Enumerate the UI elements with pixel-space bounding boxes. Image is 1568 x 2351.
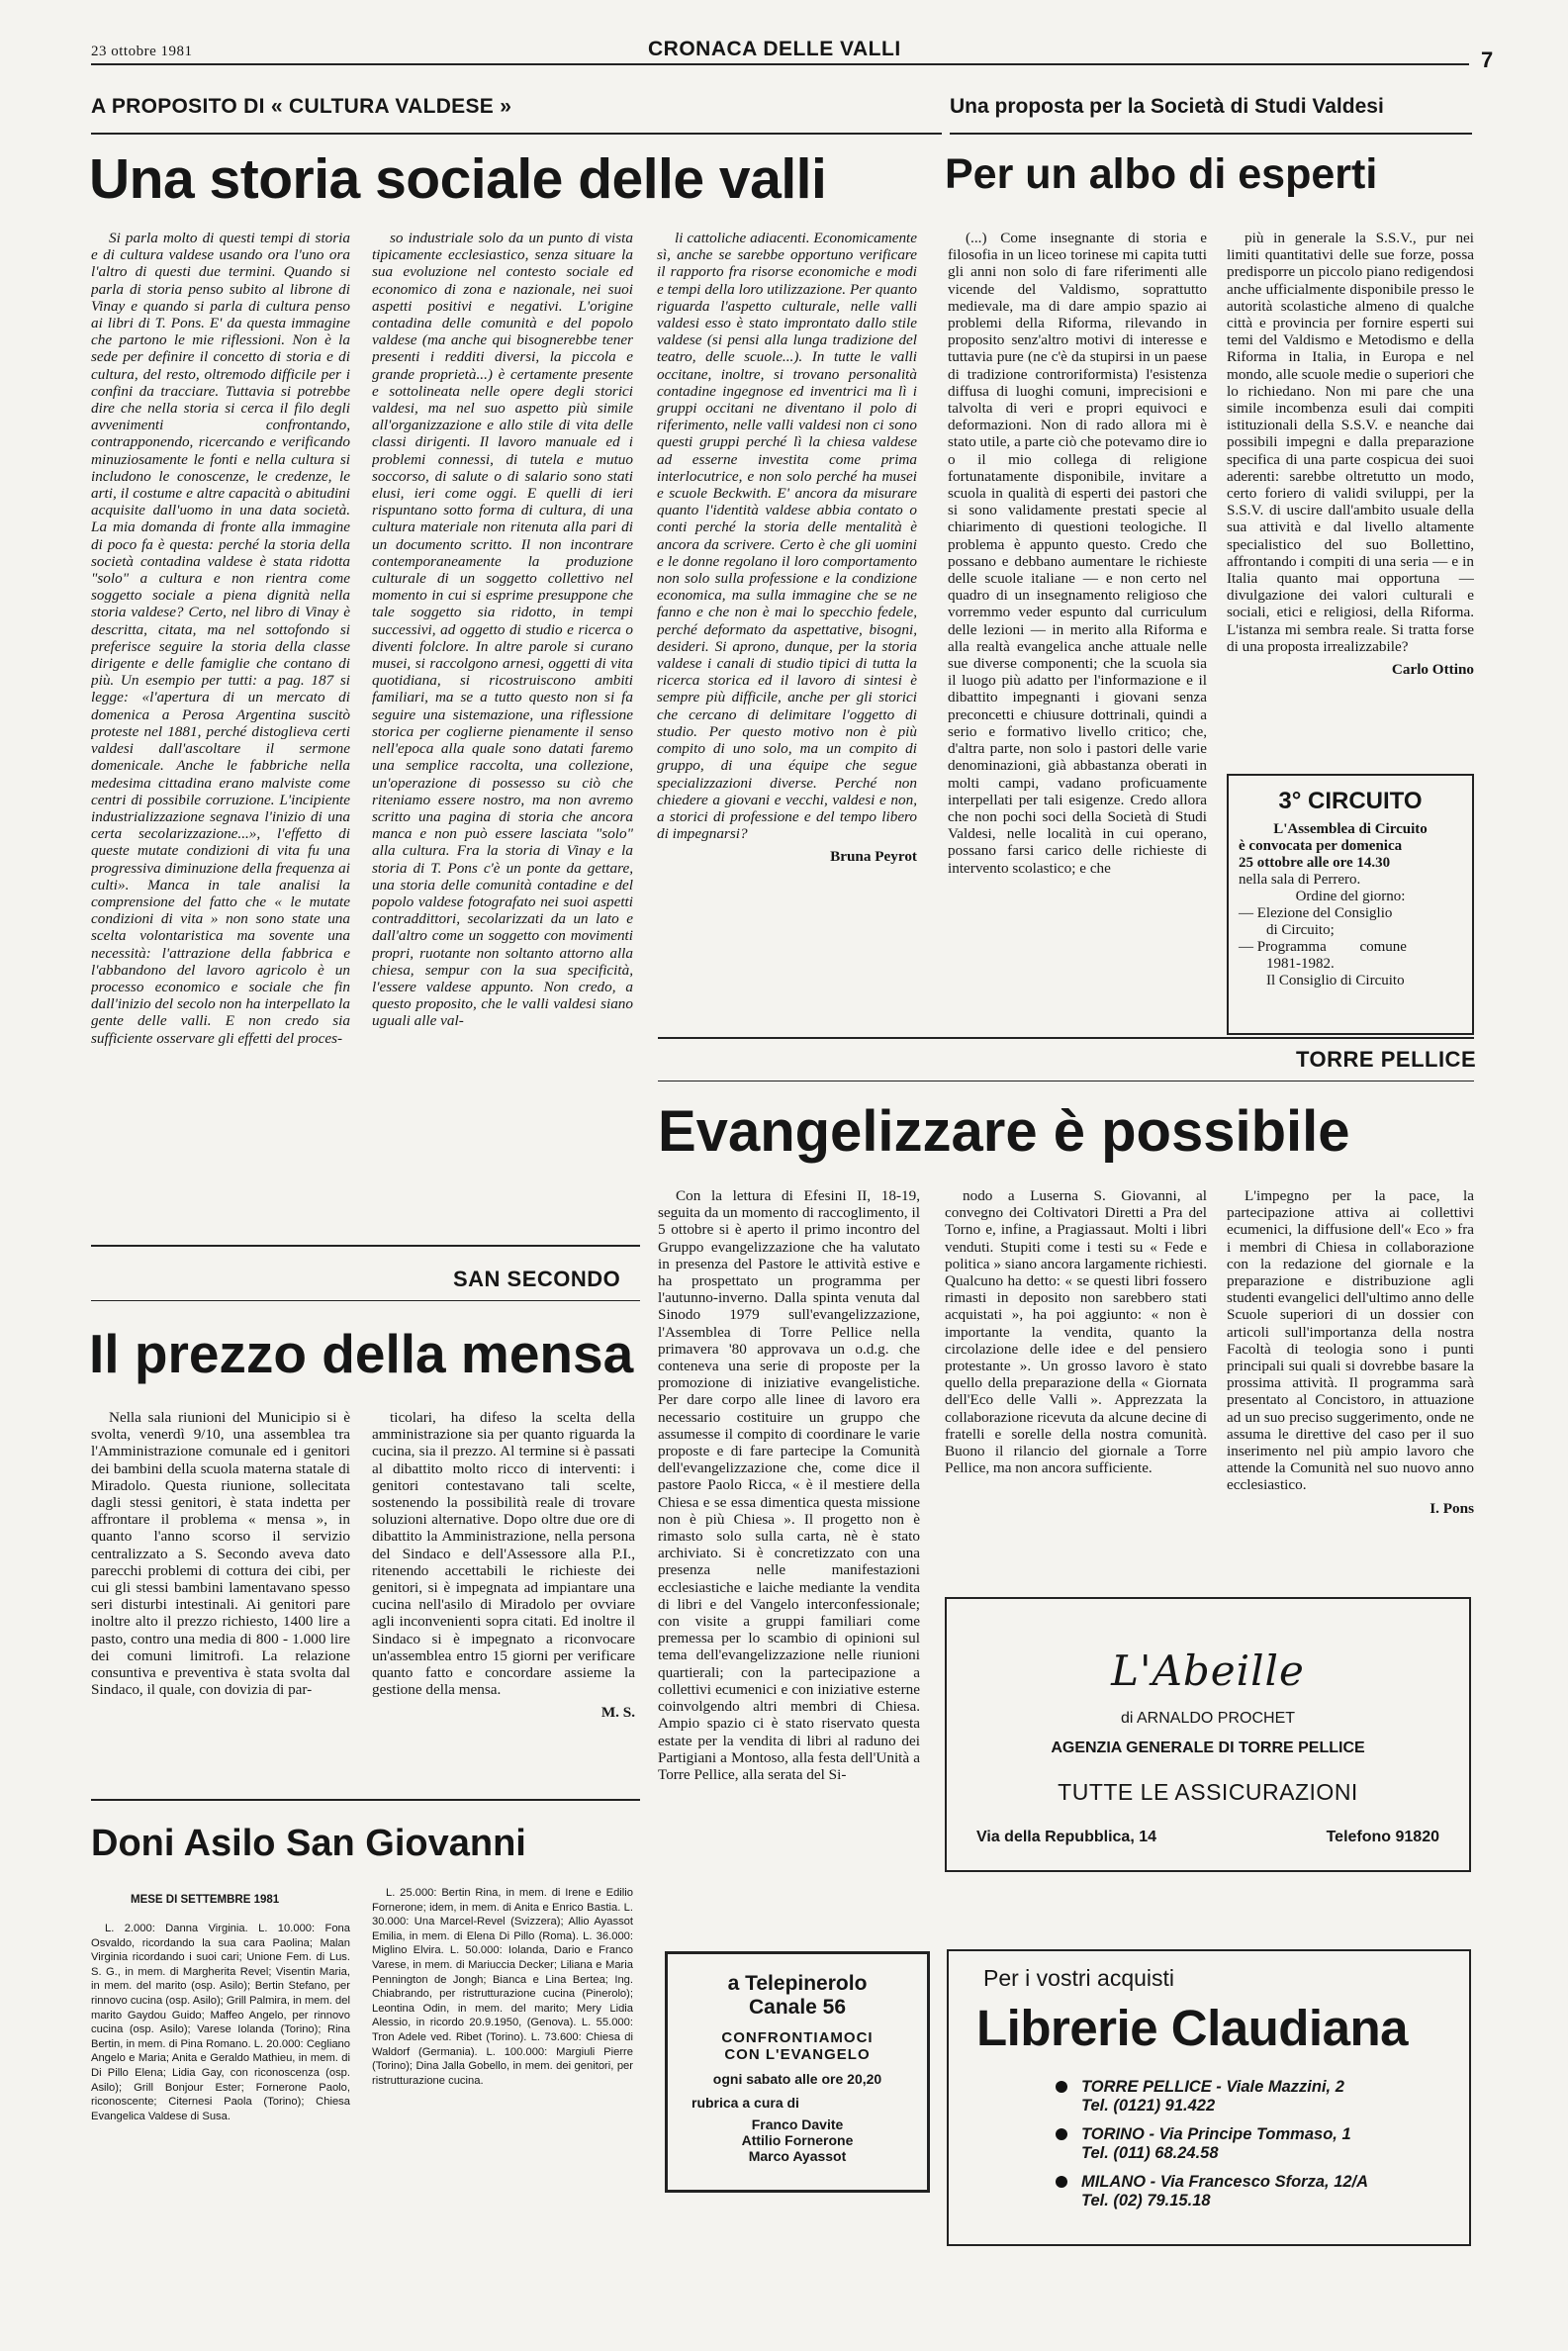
- albo-signature: Carlo Ottino: [1391, 661, 1474, 679]
- claudiana-name: Librerie Claudiana: [976, 2000, 1408, 2056]
- evang-signature: I. Pons: [1430, 1499, 1474, 1517]
- claudiana-bookshop-ad: [947, 1949, 1471, 2246]
- san-secondo-rule: [91, 1300, 640, 1301]
- storia-column-1: [91, 230, 350, 1081]
- kicker-societa-studi-valdesi: Una proposta per la Società di Studi Valdesi: [950, 95, 1384, 118]
- circuito-body: [1239, 821, 1462, 989]
- albo-col2-text: più in generale la S.S.V., pur nei limiti quantitativi delle sue forze, possa predisporre un piccolo piano redigendosi anche ufficialmente disponibile presso le autorità scolastiche almeno di qualche città e provincia per fornire esperti sui temi del Valdismo e Metodismo e della Riforma in Italia, in Europa e nel mondo, alle scuole medie o superiori che lo richiedano. Non mi pare che una simile incombenza esuli dai compiti istituzionali della S.S.V. e neanche dai possibili impegni e dalla preparazione specifica di una parte cospicua dei suoi aderenti: sarebbe oltretutto un modo, certo foriero di validi sviluppi, per la S.S.V. di uscire dall'ambito usuale della sua attività e dal livello altamente specialistico del suo Bollettino, affrontando i compiti di una seria — e in Italia quanto mai opportuna — divulgazione dei valori culturali e sociali, etici e religiosi, della Riforma. L'istanza mi sembra reale. Si tratta forse di una proposta irrealizzabile?: [1227, 230, 1474, 655]
- claudiana-store-2-address: TORINO - Via Principe Tommaso, 1: [1081, 2125, 1351, 2143]
- claudiana-store-2: [1056, 2125, 1368, 2163]
- claudiana-store-2-tel: Tel. (011) 68.24.58: [1081, 2144, 1219, 2162]
- bullet-icon: [1056, 2176, 1067, 2188]
- albo-column-2: [1227, 230, 1474, 764]
- claudiana-store-1: [1056, 2078, 1368, 2116]
- circuito-line-10: Il Consiglio di Circuito: [1266, 973, 1405, 988]
- telepinerolo-line-4: CON L'EVANGELO: [724, 2046, 871, 2063]
- doni-col2-text: L. 25.000: Bertin Rina, in mem. di Irene e Edilio Fornerone; idem, in mem. di Anita e Enrico Bastia. L. 30.000: Una Marcel-Revel (Svizzera); Allio Ayassot Emilia, in mem. di Elena Di Pillo (Roma). L. 36.000: Miglino Elvira. L. 50.000: Iolanda, Dario e Franco Varese, in mem. di Mariuccia Decker; Liliana e Maria Pennington de Jongh; Bianca e Lina Bertea; Ing. Chiabrando, per ristrutturazione cucina (Pinerolo); Leontina Odin, in mem. del marito; Mery Lidia Alessio, in ricordo 20.9.1950, (Genova). L. 55.000: Tron Adele ved. Ribet (Torino). L. 73.600: Chiesa di Waldorf (Germania). L. 100.000: Margiuli Pierre (Torino); Dina Jalla Gobello, in mem. dei genitori, per ristrutturazione cucina.: [372, 1887, 633, 2087]
- mensa-column-2: [372, 1409, 635, 1785]
- circuito-line-1: L'Assemblea di Circuito: [1273, 821, 1428, 837]
- claudiana-store-3-tel: Tel. (02) 79.15.18: [1081, 2192, 1211, 2210]
- abeille-phone: Telefono 91820: [1326, 1829, 1439, 1845]
- circuito-line-2: è convocata per domenica: [1239, 838, 1403, 854]
- page-number: 7: [1481, 47, 1494, 72]
- header-date: 23 ottobre 1981: [91, 44, 193, 59]
- claudiana-store-1-address: TORRE PELLICE - Viale Mazzini, 2: [1081, 2078, 1344, 2096]
- evang-column-3: [1227, 1187, 1474, 1613]
- claudiana-store-3-address: MILANO - Via Francesco Sforza, 12/A: [1081, 2173, 1369, 2191]
- telepinerolo-line-3: CONFRONTIAMOCI: [721, 2029, 874, 2046]
- evang-column-2: [945, 1187, 1207, 1603]
- circuito-line-4: nella sala di Perrero.: [1239, 872, 1361, 888]
- telepinerolo-line-5: ogni sabato alle ore 20,20: [712, 2071, 882, 2087]
- evang-col2-text: nodo a Luserna S. Giovanni, al convegno dei Coltivatori Diretti a Pra del Torno e, infine, a Pragiassaut. Molti i libri venduti. Stupiti come i testi su « Fede e politica » siano ancora largamente richiesti. Qualcuno ha detto: « se questi libri fossero rimasti in deposito non sarebbero stati acquistati », ha poi aggiunto: « non è importante la vendita, quanto la circolazione delle idee e del pensiero protestante ». Un grosso lavoro è stato quello della preparazione della « Giornata dell'Eco delle Valli ». Apprezzata la collaborazione ricevuta da alcune decine di fratelli e sorelle della nostra comunità. Buono il rilancio del giornale a Torre Pellice, ma non ancora sufficiente.: [945, 1187, 1207, 1477]
- circuito-line-7: di Circuito;: [1266, 922, 1335, 938]
- bullet-icon: [1056, 2081, 1067, 2093]
- albo-col1-text: (...) Come insegnante di storia e filosofia in un liceo torinese mi capita tutti gli anni non solo di fare riferimenti alle vicende del Valdismo, soprattutto medievale, ma di dare ampio spazio ai problemi della Riforma, rilevando in proposito senz'altro motivi di interesse e tuttavia pure (ne c'è da stupirsi in un paese di tradizione controriformista) l'esistenza diffusa di luoghi comuni, imprecisioni e talvolta di veri e propri equivoci e deformazioni. Non di rado allora mi è stato utile, a parte ciò che potevamo dire io o il mio collega di religione fortunatamente disponibile, invitare a scuola in qualità di esperti dei pastori che si sono validamente prestati specie al chiarimento di questioni teologiche. Il problema è appunto questo. Credo che possano e debbano aumentare le richieste delle scuole italiane — e non certo nel quadro di un insegnamento religioso che vorremmo veder espunto dal curriculum delle lezioni — in merito alla Riforma e alla realtà evangelica anche attuale nelle sue diverse componenti; che la scuola sia il luogo più adatto per l'informazione e il dibattito impegnanti i giovani senza preconcetti e chiusure dottrinali, quindi a serio e formativo livello critico; che, d'altra parte, non solo i pastori delle varie denominazioni, già abbastanza oberati in molti campi, vadano proficuamente interpellati per tali esigenze. Credo allora che non pochi soci della Società di Studi Valdesi, nelle località in cui operano, possano farsi carico delle richieste di intervento scolastico; e che: [948, 230, 1207, 877]
- abeille-tagline: TUTTE LE ASSICURAZIONI: [1058, 1779, 1358, 1805]
- circuito-notice-box: [1227, 774, 1474, 1035]
- doni-top-rule: [91, 1799, 640, 1801]
- abeille-agency: AGENZIA GENERALE DI TORRE PELLICE: [1051, 1740, 1365, 1756]
- storia-col1-text: Si parla molto di questi tempi di storia e di cultura valdese usando ora l'uno ora l'altro di questi due termini. Quando si parla di storia penso subito al librone di Vinay e quando si parla di cultura penso ai libri di T. Pons. E' da questa immagine che partono le mie riflessioni. Non è la sede per definire il concetto di storia e di cultura, del resto, oltremodo difficile per i confini da tracciare. Tuttavia si potrebbe dire che nella storia si cerca il filo degli avvenimenti confrontando, contrapponendo, ricercando e verificando minuziosamente le fonti e nella cultura si includono le conoscenze, le credenze, le arti, il costume e altre capacità o abitudini acquisite dall'uomo in una data società. La mia domanda di fronte alla immagine di poco fa è questa: perché la storia della società contadina valdese è stata ridotta "solo" a cultura e non rientra come soggetto sociale a piena dignità nella storia valdese? Certo, nel libro di Vinay è descritta, citata, ma nel sottofondo si preferisce seguire la storia della classe dirigente e delle famiglie che contano di più. Un esempio per tutti: a pag. 187 si legge: «l'apertura di un mercato di domenica a Perosa Argentina suscitò proteste nel 1881, perché distoglieva certi valdesi dall'ascoltare il sermone domenicale. Anche le fabbriche nella medesima cittadina erano malviste come centri di possibile corruzione. L'incipiente industrializzazione segnava l'inizio di una certa secolarizzazione...», l'effetto di queste mutate condizioni di vita fu una progressiva diminuzione della frequenza ai culti». Manca in tale analisi la comprensione del fatto che « le mutate condizioni di vita » non sono state una scelta volontaristica ma sovente una necessità: l'attrazione della fabbrica e l'abbandono del lavoro agricolo è un processo economico e sociale che fin dall'inizio del secolo non ha interpellato la gente delle valli. E non credo sia sufficiente osservare gli effetti del proces-: [91, 230, 350, 1047]
- circuito-line-9: 1981-1982.: [1266, 956, 1335, 972]
- doni-column-2: [372, 1886, 633, 2248]
- telepinerolo-host-3: Marco Ayassot: [748, 2148, 847, 2164]
- abeille-logo: L'Abeille: [1111, 1646, 1305, 1695]
- telepinerolo-host-1: Franco Davite: [751, 2116, 844, 2132]
- albo-column-1: [948, 230, 1207, 1041]
- telepinerolo-content: [668, 1954, 927, 2164]
- circuito-line-3: 25 ottobre alle ore 14.30: [1239, 855, 1391, 871]
- kicker-san-secondo: SAN SECONDO: [453, 1267, 621, 1291]
- circuito-line-6: — Elezione del Consiglio: [1239, 905, 1393, 921]
- telepinerolo-line-2: Canale 56: [748, 1996, 847, 2019]
- doni-column-1: [91, 1922, 350, 2248]
- kicker-cultura-valdese: A PROPOSITO DI « CULTURA VALDESE »: [91, 95, 512, 118]
- storia-column-2: [372, 230, 633, 1081]
- mensa-signature: M. S.: [600, 1704, 635, 1722]
- telepinerolo-host-2: Attilio Fornerone: [741, 2132, 854, 2148]
- bullet-icon: [1056, 2128, 1067, 2140]
- circuito-title: 3° CIRCUITO: [1278, 788, 1423, 814]
- storia-col3-text: li cattoliche adiacenti. Economicamente sì, anche se sarebbe opportuno verificare il rapporto fra risorse economiche e modi e tempi della loro utilizzazione. Per quanto riguarda l'aspetto culturale, nelle valli valdesi esso è stato improntato dallo stile valdese (si pensi alla lunga tradizione del teatro, delle scuole...). In tutte le valli occitane, inoltre, si trovano personalità contadine ingegnose ed inventrici ma lì i gruppi occitani ne diventano il polo di riferimento, nelle valli valdesi non ci sono questi gruppi perché lì la chiesa valdese ad esserne investita come prima interlocutrice, e non solo perché ha musei e scuole Beckwith. E' ancora da misurare quanto l'identità valdese abbia contato o conti perché la storia delle mentalità è ancora da scrivere. Certo è che gli uomini e le donne regolano il loro comportamento non solo sulla professione e la condizione economica, ma sulla immagine che se ne fanno e che non è mai lo specchio fedele, perché deformato da aspettative, bisogni, desideri. Si aprono, dunque, per la storia valdese i canali di studio tipici di tutta la ricerca storica ed il lavoro di sintesi è sempre più difficile, anche per gli storici che cercano di delimitare l'oggetto di studio. Per questo motivo non è più compito di uno solo, ma un compito di gruppo, di una équipe che segue specializzazioni diverse. Perché non chiedere a giovani e vecchi, valdesi e non, a storici di professione e del tempo libero di impegnarsi?: [657, 230, 917, 843]
- circuito-line-8: — Programma comune: [1239, 939, 1407, 955]
- kicker-torre-pellice: TORRE PELLICE: [1296, 1047, 1477, 1072]
- kicker-rule-left: [91, 133, 942, 135]
- doni-month: MESE DI SETTEMBRE 1981: [131, 1894, 280, 1906]
- doni-col1-text: L. 2.000: Danna Virginia. L. 10.000: Fona Osvaldo, ricordando la sua cara Paolina; Malan Virginia ricordando i suoi cari; Unione Fem. di Lus. S. G., in mem. di Margherita Revel; Visentin Maria, in mem. del marito (osp. Asilo); Bertin Stefano, per rinnovo cucina (osp. Asilo); Grill Palmira, in mem. del marito Gaydou Guido; Maffeo Angelo, per rinnovo cucina (osp. Asilo); Varese Iolanda (Torino); Rina Bertin, in mem. di Pina Romano. L. 20.000: Cegliano Angelo e Maria; Anita e Geraldo Mathieu, in mem. di Di Pillo Elena; Lidia Gay, con riconoscenza (osp. Asilo); Grill Bonjour Ester; Fornerone Paolo, riconoscente; Citernesi Paola (Torino); Chiesa Evangelica Valdese di Susa.: [91, 1923, 350, 2122]
- headline-prezzo-mensa: Il prezzo della mensa: [89, 1323, 634, 1384]
- claudiana-store-1-tel: Tel. (0121) 91.422: [1081, 2097, 1216, 2115]
- headline-doni-asilo: Doni Asilo San Giovanni: [91, 1823, 526, 1864]
- header-rule: [91, 63, 1469, 65]
- abeille-agent: di ARNALDO PROCHET: [1120, 1710, 1296, 1727]
- headline-storia-sociale: Una storia sociale delle valli: [89, 147, 827, 211]
- storia-signature: Bruna Peyrot: [830, 848, 917, 866]
- storia-column-3: [657, 230, 917, 1021]
- evang-column-1: [658, 1187, 920, 1949]
- evang-col3-text: L'impegno per la pace, la partecipazione attiva ai collettivi ecumenici, la diffusione dell'« Eco » fra i membri di Chiesa in collaborazione con la redazione del giornale e la preparazione e distribuzione agli studenti evangelici dell'ultimo anno delle Scuole superiori di un dossier con articoli sull'importanza della nostra Facoltà di teologia sono i punti principali sui quali si dovrebbe basare la prossima attività. Il programma sarà presentato al Concistoro, in attuazione ad un suo preciso suggerimento, onde ne assuma le direttive del caso per il suo inserimento nel più ampio lavoro che attende la Comunità nel suo nuovo anno ecclesiastico.: [1227, 1187, 1474, 1494]
- abeille-address: Via della Repubblica, 14: [976, 1829, 1156, 1845]
- storia-col2-text: so industriale solo da un punto di vista tipicamente ecclesiastico, senza situare la sua evoluzione nel contesto sociale ed economico di zona e nazionale, nei suoi aspetti positivi e negativi. L'origine contadina delle comunità e del popolo valdese (ma anche qui bisognerebbe tener presenti i redditi diversi, la piccola e grande proprietà...) è certamente presente e sottolineata nelle opere degli storici valdesi, ma nel suo aspetto più simile all'organizzazione e allo stile di vita delle classi dirigenti. Il lavoro manuale ed i problemi connessi, di tutela e mutuo soccorso, di salute o di salario sono stati elusi, ieri come oggi. E quelli di ieri rispuntano sotto forma di cultura, di una cultura materiale non ritenuta alla pari di un documento scritto. Il non incontrare contemporaneamente la produzione culturale di un soggetto collettivo nel momento in cui si esprime presuppone che tale soggetto sia ridotto, in tempi successivi, ad oggetto di studio e ricerca o diventi folclore. In altre parole si curano musei, si raccolgono arnesi, oggetti di vita quotidiana, si ricostruiscono ambiti familiari, ma se a tutto questo non si fa seguire una sistemazione, una riflessione storica per coglierne pienamente il senso nell'epoca alla quale sono datati faremo una semplice raccolta, una collezione, un'operazione di possesso su ciò che riteniamo essere nostro, ma non avremo scritto una pagina di storia che ancora manca e non può essere lasciata "solo" alla cultura. Fra la storia di Vinay e la storia di T. Pons c'è un ponte da gettare, una storia delle comunità contadine e del popolo valdese fotografato nei suoi aspetti contraddittori, secolarizzati da un lato e dall'altro come un soggetto con movimenti propri, ruotante non soltanto attorno alla chiesa, sempur con la sua specificità, l'essere valdese appunto. Non credo, a questo proposito, che le valli valdesi siano uguali alle val-: [372, 230, 633, 1030]
- telepinerolo-line-6: rubrica a cura di: [692, 2095, 799, 2111]
- circuito-line-5: Ordine del giorno:: [1295, 889, 1406, 904]
- header-paper-title: CRONACA DELLE VALLI: [648, 38, 901, 60]
- telepinerolo-line-1: a Telepinerolo: [727, 1972, 868, 1995]
- headline-albo-esperti: Per un albo di esperti: [945, 150, 1378, 198]
- mensa-col2-text: ticolari, ha difeso la scelta della amministrazione sia per quanto riguarda la cucina, sia il prezzo. Al termine si è passati al dibattito molto ricco di interventi: i genitori contestavano tali scelte, sostenendo la possibilità reale di trovare soluzioni alternative. Dopo oltre due ore di dibattito la Amministrazione, nella persona del Sindaco e dell'Assessore alla P.I., ritenendo accettabili le richieste dei genitori, si è impegnata ad impiantare una cucina nell'asilo di Miradolo per ovviare agli inconvenienti sopra citati. Ed inoltre il Sindaco si è impegnato a riconvocare un'assemblea entro 15 giorni per verificare quanto fatto e concordare assieme la gestione della mensa.: [372, 1409, 635, 1699]
- evang-col1-text: Con la lettura di Efesini II, 18-19, seguita da un momento di raccoglimento, il 5 ottobre si è aperto il primo incontro del Gruppo evangelizzazione che ha valutato in presenza del Pastore le attività estive e ha prospettato un programma per l'autunno-inverno. Dalla spinta venuta dal Sinodo 1979 sull'evangelizzazione, l'Assemblea di Torre Pellice nella primavera '80 approvava un o.d.g. che conteneva una serie di proposte per la promozione di iniziative evangelistiche. Per dare corpo alle linee di lavoro era necessario costituire un gruppo che assumesse il compito di coordinare le varie proposte e di fare partecipe la Comunità dell'evangelizzazione che, come dice il pastore Paolo Ricca, « è il mestiere della Chiesa e se essa dimentica questa missione non è più Chiesa ». Il progetto non è rimasto solo sulla carta, nè è stato archiviato. Si è concretizzato con una presenza nelle manifestazioni ecclesiastiche e laiche mediante la vendita di libri e del Vangelo interconfessionale; con visite a gruppi familiari come premessa per lo scambio di opinioni sul tema dell'evangelizzazione nelle riunioni quartierali; con la partecipazione a collettivi ecumenici e con iniziative esterne coinvolgendo altri membri di Chiesa. Ampio spazio ci è stato riservato questa estate per la vendita di libri al raduno dei Partigiani a Montoso, alla festa dell'Unità a Torre Pellice, alla serata del Si-: [658, 1187, 920, 1783]
- headline-evangelizzare: Evangelizzare è possibile: [658, 1099, 1350, 1164]
- san-secondo-top-rule: [91, 1245, 640, 1247]
- kicker-rule-right: [950, 133, 1472, 135]
- claudiana-intro: Per i vostri acquisti: [983, 1965, 1175, 1991]
- mensa-col1-text: Nella sala riunioni del Municipio si è svolta, venerdì 9/10, una assemblea tra l'Amministrazione comunale ed i genitori dei bambini della scuola materna statale di Miradolo. Questa riunione, sollecitata dagli stessi genitori, è stata indetta per affrontare il problema « mensa », in quanto l'anno scorso il servizio centralizzato a S. Secondo aveva dato parecchi problemi di cottura dei cibi, per cui gli stessi bambini lamentavano spesso seri disturbi intestinali. Ai genitori pare inoltre alto il prezzo richiesto, 1400 lire a pasto, contro una media di 800 - 1.000 lire dei comuni limitrofi. La relazione consuntiva e preventiva è stata svolta dal Sindaco, il quale, con dovizia di par-: [91, 1409, 350, 1699]
- claudiana-store-list: [1056, 2078, 1368, 2214]
- telepinerolo-ad: [665, 1951, 930, 2193]
- abeille-insurance-ad: [945, 1597, 1471, 1872]
- torre-pellice-top-rule: [658, 1037, 1474, 1039]
- mensa-column-1: [91, 1409, 350, 1785]
- claudiana-store-3: [1056, 2173, 1368, 2210]
